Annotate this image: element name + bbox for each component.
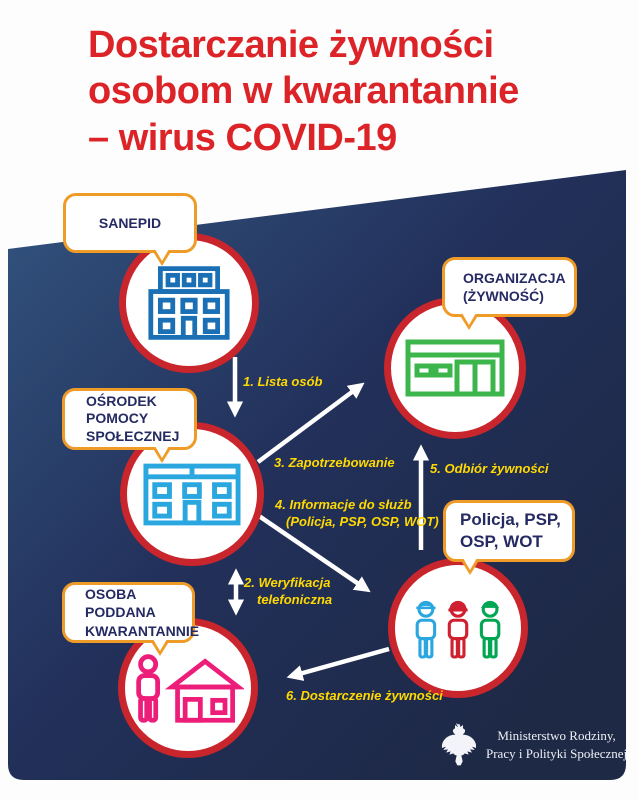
store-icon [405, 339, 505, 397]
flow-label-text: 3. Zapotrzebowanie [274, 455, 395, 470]
bubble-label: OSOBA PODDANA [85, 586, 156, 621]
three-officers-icon [414, 596, 502, 661]
bubble-tail [152, 447, 172, 463]
flow-label-6 [286, 688, 443, 705]
bubble-label: (ŻYWNOŚĆ) [463, 288, 544, 304]
flow-label-text: 6. Dostarczenie żywności [286, 688, 443, 703]
title-line: osobom w kwarantannie [88, 70, 519, 113]
flow-label-5 [430, 461, 548, 478]
building-icon [147, 265, 231, 341]
flow-label-4 [275, 497, 439, 531]
ministry-name-line: Ministerstwo Rodziny, [497, 728, 616, 744]
bubble-label: OSP, WOT [460, 532, 543, 551]
poster-title [88, 22, 519, 161]
sluzby-node-circle [388, 558, 528, 698]
firefighter-icon [448, 602, 467, 657]
flow-label-text: 4. Informacje do służb [275, 497, 412, 512]
sanepid-label-bubble [63, 193, 197, 253]
person-head [141, 657, 156, 672]
flow-label-text: 2. Weryfikacja [244, 575, 331, 590]
sluzby-label-bubble [443, 500, 575, 562]
title-line: Dostarczanie żywności [88, 24, 494, 66]
ministry-name [486, 727, 627, 762]
bubble-label: SPOŁECZNEJ [86, 427, 180, 444]
ops-label-bubble [62, 388, 197, 450]
organizacja-node-circle [384, 297, 526, 439]
bubble-label: SANEPID [98, 214, 162, 231]
flow-label-text: telefoniczna [257, 591, 333, 607]
flow-label-text: 5. Odbiór żywności [430, 461, 549, 476]
flow-label-text: 1. Lista osób [243, 374, 323, 389]
person-house-icon [132, 651, 244, 725]
bubble-tail [150, 640, 170, 656]
bubble-label: POMOCY [86, 410, 149, 427]
bubble-tail [460, 559, 480, 575]
flow-label-2 [244, 575, 332, 609]
flow-label-text: (Policja, PSP, OSP, WOT) [286, 513, 439, 529]
police-officer-icon [416, 601, 435, 656]
polish-eagle-icon [436, 720, 476, 770]
bubble-tail [152, 250, 172, 266]
sanepid-node-circle [119, 233, 259, 373]
soldier-icon [481, 601, 499, 656]
bubble-label: ORGANIZACJA [463, 269, 566, 286]
ministry-name-line: Pracy i Polityki Społecznej [486, 746, 628, 761]
house-roof [172, 661, 238, 687]
building-icon [143, 463, 241, 526]
flow-label-3 [274, 455, 395, 472]
bubble-label: OŚRODEK [86, 392, 157, 409]
osoba-label-bubble [62, 582, 200, 643]
flow-label-1 [243, 374, 322, 391]
bubble-tail [459, 314, 479, 330]
organizacja-label-bubble [442, 257, 577, 317]
bubble-label: KWARANTANNIE [85, 622, 200, 639]
ministry-logo [436, 720, 627, 770]
title-line: – wirus COVID-19 [88, 116, 397, 159]
bubble-label: Policja, PSP, [460, 509, 561, 529]
